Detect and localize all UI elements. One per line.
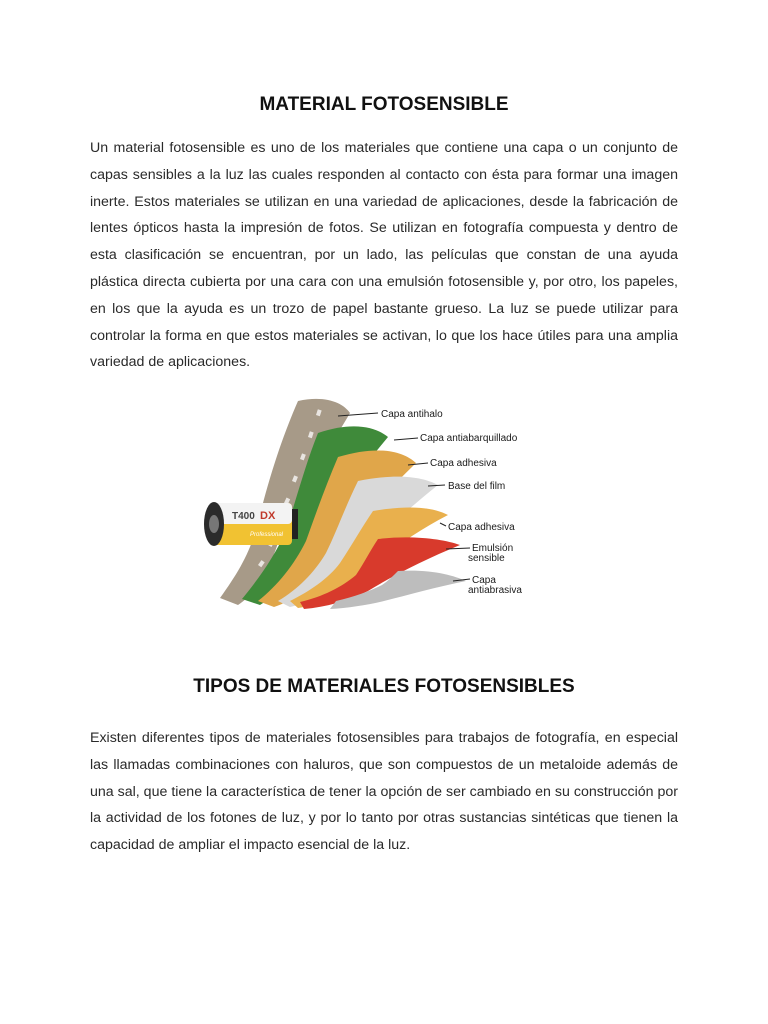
svg-text:DX: DX bbox=[260, 510, 276, 522]
layer-label: Capa adhesiva bbox=[448, 522, 515, 533]
layer-label: Capa adhesiva bbox=[430, 458, 497, 469]
layer-label: Capa antiabrasiva bbox=[468, 575, 522, 596]
film-layers-figure bbox=[198, 393, 543, 611]
section-paragraph-2: Existen diferentes tipos de materiales fotosensibles para trabajos de fotografía, en especial las llamadas combinaciones con haluros, que son compuestos de un metaloide además de una sal, que tiene la característica de tener la opción de ser cambiado en su construcción por la actividad de los fotones de luz, y por lo tanto por otras sustancias sintéticas que tienen la capacidad de ampliar el impacto esencial de la luz. bbox=[90, 730, 678, 854]
film-layers-illustration bbox=[198, 393, 543, 611]
layer-label: Base del film bbox=[448, 481, 506, 492]
layer-label: Capa antihalo bbox=[381, 409, 443, 420]
layer-label: Capa antiabarquillado bbox=[420, 433, 518, 444]
film-cartridge bbox=[204, 502, 298, 546]
svg-text:Professional: Professional bbox=[250, 532, 284, 538]
section-title-2: TIPOS DE MATERIALES FOTOSENSIBLES bbox=[193, 676, 575, 697]
section-paragraph-1: Un material fotosensible es uno de los materiales que contiene una capa o un conjunto de capas sensibles a la luz las cuales responden al contacto con ésta para formar una imagen inerte. Estos materiales se utilizan en una variedad de aplicaciones, desde la fabricación de lentes ópticos hasta la impresión de fotos. Se utilizan en fotografía compuesta y dentro de esta clasificación se encuentran, por un lado, las películas que constan de una ayuda plástica directa cubierta por una cara con una emulsión fotosensible y, por otro, los papeles, en los que la ayuda es un trozo de papel bastante grueso. La luz se puede utilizar para controlar la forma en que estos materiales se activan, lo que los hace útiles para una amplia variedad de aplicaciones. bbox=[90, 140, 678, 371]
layer-label: Emulsión sensible bbox=[468, 543, 514, 564]
svg-text:T400: T400 bbox=[232, 511, 255, 522]
section-title-1: MATERIAL FOTOSENSIBLE bbox=[259, 94, 509, 115]
